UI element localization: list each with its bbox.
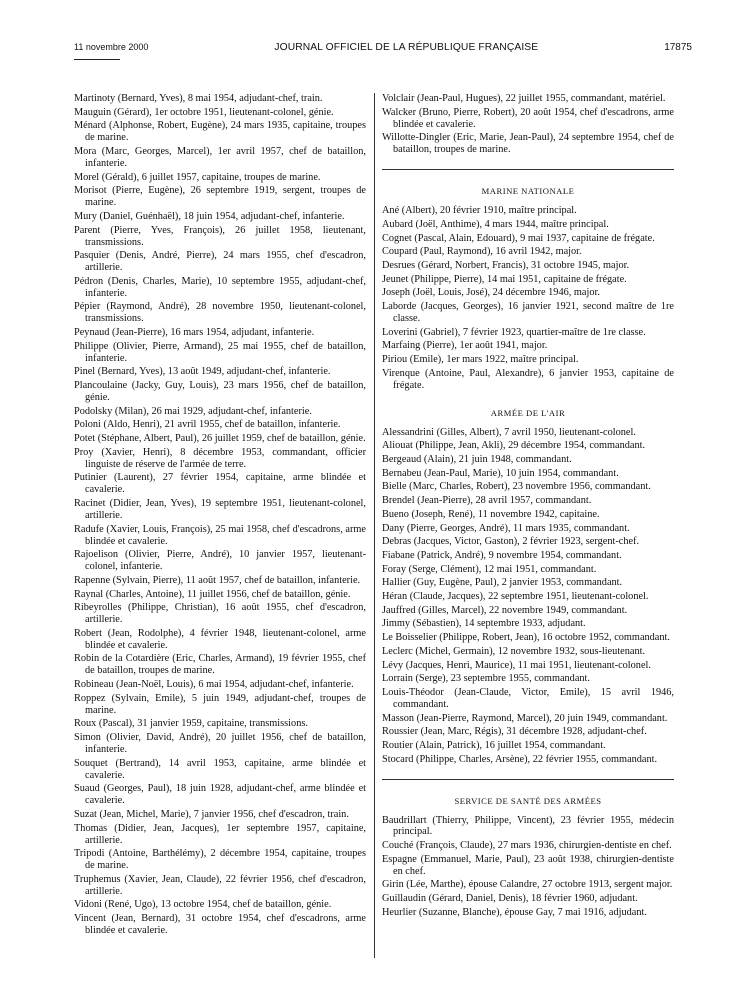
entry: Rajoelison (Olivier, Pierre, André), 10 janvier 1957, lieutenant-colonel, infanterie. [74, 549, 366, 573]
entry: Plancoulaine (Jacky, Guy, Louis), 23 mars 1956, chef de bataillon, génie. [74, 380, 366, 403]
entry: Lévy (Jacques, Henri, Maurice), 11 mai 1951, lieutenant-colonel. [382, 659, 651, 671]
entry: Laborde (Jacques, Georges), 16 janvier 1921, second maître de 1re classe. [382, 301, 674, 324]
entry: Jauffred (Gilles, Marcel), 22 novembre 1949, commandant. [382, 604, 628, 616]
entry: Cognet (Pascal, Alain, Edouard), 9 mai 1937, capitaine de frégate. [382, 232, 655, 244]
entry: Potet (Stéphane, Albert, Paul), 26 juillet 1959, chef de bataillon, génie. [74, 433, 366, 445]
entry: Ribeyrolles (Philippe, Christian), 16 août 1955, chef d'escadron, artillerie. [74, 602, 366, 626]
entry: Morisot (Pierre, Eugène), 26 septembre 1919, sergent, troupes de marine. [74, 185, 366, 209]
entry: Morel (Gérald), 6 juillet 1957, capitaine, troupes de marine. [74, 171, 321, 183]
entry: Roppez (Sylvain, Emile), 5 juin 1949, adjudant-chef, troupes de marine. [74, 692, 366, 716]
entry: Podolsky (Milan), 26 mai 1929, adjudant-chef, infanterie. [74, 405, 312, 417]
entry: Jimmy (Sébastien), 14 septembre 1933, adjudant. [382, 618, 586, 630]
entry: Baudrillart (Thierry, Philippe, Vincent), 23 février 1955, médecin principal. [382, 814, 674, 838]
entry: Jeunet (Philippe, Pierre), 14 mai 1951, capitaine de frégate. [382, 273, 627, 285]
entry: Masson (Jean-Pierre, Raymond, Marcel), 20 juin 1949, commandant. [382, 712, 668, 724]
entry: Piriou (Emile), 1er mars 1922, maître principal. [382, 354, 579, 366]
entry: Rapenne (Sylvain, Pierre), 11 août 1957, chef de bataillon, infanterie. [74, 574, 361, 586]
header-title: JOURNAL OFFICIEL DE LA RÉPUBLIQUE FRANÇAISE [274, 42, 539, 53]
entry: Mauguin (Gérard), 1er octobre 1951, lieutenant-colonel, génie. [74, 106, 334, 118]
right-column [382, 93, 674, 921]
entry: Robin de la Cotardière (Eric, Charles, Armand), 19 février 1955, chef de bataillon, troupes de marine. [74, 653, 366, 677]
entry: Guillaudin (Gérard, Daniel, Denis), 18 février 1960, adjudant. [382, 893, 638, 905]
entry: Roux (Pascal), 31 janvier 1959, capitaine, transmissions. [74, 718, 308, 730]
air-entries [382, 427, 674, 766]
entry: Vidoni (René, Ugo), 13 octobre 1954, chef de bataillon, génie. [74, 899, 332, 911]
entry: Alessandrini (Gilles, Albert), 7 avril 1950, lieutenant-colonel. [382, 426, 636, 438]
entry: Louis-Théodor (Jean-Claude, Victor, Emile), 15 avril 1946, commandant. [382, 686, 674, 710]
entry: Foray (Serge, Clément), 12 mai 1951, commandant. [382, 563, 597, 575]
entry: Desrues (Gérard, Norbert, Francis), 31 octobre 1945, major. [382, 259, 630, 271]
right-top-entries [382, 93, 674, 156]
entry: Le Boisselier (Philippe, Robert, Jean), 16 octobre 1952, commandant. [382, 632, 670, 644]
entry: Coupard (Paul, Raymond), 16 avril 1942, major. [382, 246, 582, 258]
entry: Robert (Jean, Rodolphe), 4 février 1948, lieutenant-colonel, arme blindée et cavalerie. [74, 627, 366, 651]
entry: Raynal (Charles, Antoine), 11 juillet 1956, chef de bataillon, génie. [74, 588, 351, 600]
entry: Debras (Jacques, Victor, Gaston), 2 février 1923, sergent-chef. [382, 536, 640, 548]
marine-entries [382, 205, 674, 391]
entry: Brendel (Jean-Pierre), 28 avril 1957, commandant. [382, 495, 592, 507]
entry: Ménard (Alphonse, Robert, Eugène), 24 mars 1935, capitaine, troupes de marine. [74, 120, 366, 144]
entry: Robineau (Jean-Noël, Louis), 6 mai 1954, adjudant-chef, infanterie. [74, 679, 354, 691]
entry: Hallier (Guy, Eugène, Paul), 2 janvier 1953, commandant. [382, 577, 623, 589]
entry: Héran (Claude, Jacques), 22 septembre 1951, lieutenant-colonel. [382, 591, 649, 603]
entry: Pasquier (Denis, André, Pierre), 24 mars 1955, chef d'escadron, artillerie. [74, 250, 366, 274]
entry: Walcker (Bruno, Pierre, Robert), 20 août 1954, chef d'escadrons, arme blindée et cavalerie. [382, 106, 674, 130]
column-divider [374, 93, 375, 958]
page-header [74, 42, 692, 58]
entry: Peynaud (Jean-Pierre), 16 mars 1954, adjudant, infanterie. [74, 327, 315, 339]
entry: Marfaing (Pierre), 1er août 1941, major. [382, 340, 548, 352]
entry: Simon (Olivier, David, André), 20 juillet 1956, chef de bataillon, infanterie. [74, 732, 366, 756]
entry: Girin (Lée, Marthe), épouse Calandre, 27 octobre 1913, sergent major. [382, 879, 673, 891]
entry: Routier (Alain, Patrick), 16 juillet 1954, commandant. [382, 739, 606, 751]
entry: Tripodi (Antoine, Barthélémy), 2 décembre 1954, capitaine, troupes de marine. [74, 848, 366, 872]
entry: Proy (Xavier, Henri), 8 décembre 1953, commandant, officier linguiste de réserve de l'armée de terre. [74, 446, 366, 470]
sante-entries [382, 815, 674, 919]
entry: Parent (Pierre, Yves, François), 26 juillet 1958, lieutenant, transmissions. [74, 224, 366, 248]
header-date: 11 novembre 2000 [74, 42, 149, 52]
entry: Souquet (Bertrand), 14 avril 1953, capitaine, arme blindée et cavalerie. [74, 757, 366, 781]
section-title-air: ARMÉE DE L'AIR [490, 407, 566, 418]
left-column [74, 93, 366, 939]
entry: Thomas (Didier, Jean, Jacques), 1er septembre 1957, capitaine, artillerie. [74, 822, 366, 846]
entry: Loverini (Gabriel), 7 février 1923, quartier-maître de 1re classe. [382, 326, 646, 338]
entry: Bueno (Joseph, René), 11 novembre 1942, capitaine. [382, 508, 600, 520]
entry: Racinet (Didier, Jean, Yves), 19 septembre 1951, lieutenant-colonel, artillerie. [74, 498, 366, 521]
entry: Joseph (Joël, Louis, José), 24 décembre 1946, major. [382, 287, 600, 299]
entry: Suzat (Jean, Michel, Marie), 7 janvier 1956, chef d'escadron, train. [74, 808, 349, 820]
entry: Aubard (Joël, Anthime), 4 mars 1944, maître principal. [382, 218, 609, 230]
entry: Suaud (Georges, Paul), 18 juin 1928, adjudant-chef, arme blindée et cavalerie. [74, 783, 366, 807]
entry: Fiabane (Patrick, André), 9 novembre 1954, commandant. [382, 549, 622, 561]
header-page-number: 17875 [664, 42, 692, 53]
section-separator [382, 169, 674, 170]
entry: Espagne (Emmanuel, Marie, Paul), 23 août 1938, chirurgien-dentiste en chef. [382, 853, 674, 877]
entry: Vincent (Jean, Bernard), 31 octobre 1954, chef d'escadrons, arme blindée et cavalerie. [74, 913, 366, 937]
entry: Truphemus (Xavier, Jean, Claude), 22 février 1956, chef d'escadron, artillerie. [74, 873, 366, 897]
entry: Dany (Pierre, Georges, André), 11 mars 1935, commandant. [382, 522, 630, 534]
entry: Heurlier (Suzanne, Blanche), épouse Gay, 7 mai 1916, adjudant. [382, 906, 647, 918]
entry: Bielle (Marc, Charles, Robert), 23 novembre 1956, commandant. [382, 481, 651, 493]
entry: Bergeaud (Alain), 21 juin 1948, commandant. [382, 453, 572, 465]
entry: Putinier (Laurent), 27 février 1954, capitaine, arme blindée et cavalerie. [74, 472, 366, 496]
entry: Aliouat (Philippe, Jean, Akli), 29 décembre 1954, commandant. [382, 440, 646, 452]
entry: Poloni (Aldo, Henri), 21 avril 1955, chef de bataillon, infanterie. [74, 419, 341, 431]
entry: Leclerc (Michel, Germain), 12 novembre 1932, sous-lieutenant. [382, 645, 646, 657]
entry: Philippe (Olivier, Pierre, Armand), 25 mai 1955, chef de bataillon, infanterie. [74, 340, 366, 364]
entry: Martinoty (Bernard, Yves), 8 mai 1954, adjudant-chef, train. [74, 93, 323, 104]
entry: Lorrain (Serge), 23 septembre 1955, commandant. [382, 673, 590, 685]
section-separator [382, 779, 674, 780]
entry: Pédron (Denis, Charles, Marie), 10 septembre 1955, adjudant-chef, infanterie. [74, 275, 366, 299]
entry: Mury (Daniel, Guénhaël), 18 juin 1954, adjudant-chef, infanterie. [74, 210, 345, 222]
entry: Willotte-Dingler (Eric, Marie, Jean-Paul), 24 septembre 1954, chef de bataillon, troupes de marine. [382, 132, 674, 156]
entry: Roussier (Jean, Marc, Régis), 31 décembre 1928, adjudant-chef. [382, 726, 647, 738]
entry: Stocard (Philippe, Charles, Arsène), 22 février 1955, commandant. [382, 753, 658, 765]
entry: Couché (François, Claude), 27 mars 1936, chirurgien-dentiste en chef. [382, 840, 672, 852]
entry: Pépier (Raymond, André), 28 novembre 1950, lieutenant-colonel, transmissions. [74, 301, 366, 325]
section-title-sante: SERVICE DE SANTÉ DES ARMÉES [454, 795, 602, 806]
entry: Mora (Marc, Georges, Marcel), 1er avril 1957, chef de bataillon, infanterie. [74, 146, 366, 169]
entry: Volclair (Jean-Paul, Hugues), 22 juillet 1955, commandant, matériel. [382, 93, 666, 104]
entry: Radufe (Xavier, Louis, François), 25 mai 1958, chef d'escadrons, arme blindée et cavalerie. [74, 523, 366, 547]
entry: Ané (Albert), 20 février 1910, maître principal. [382, 205, 577, 217]
entry: Bernabeu (Jean-Paul, Marie), 10 juin 1954, commandant. [382, 467, 619, 479]
header-rule [74, 59, 120, 60]
entry: Virenque (Antoine, Paul, Alexandre), 6 janvier 1953, capitaine de frégate. [382, 367, 674, 391]
entry: Pinel (Bernard, Yves), 13 août 1949, adjudant-chef, infanterie. [74, 366, 331, 378]
section-title-marine: MARINE NATIONALE [481, 186, 575, 197]
